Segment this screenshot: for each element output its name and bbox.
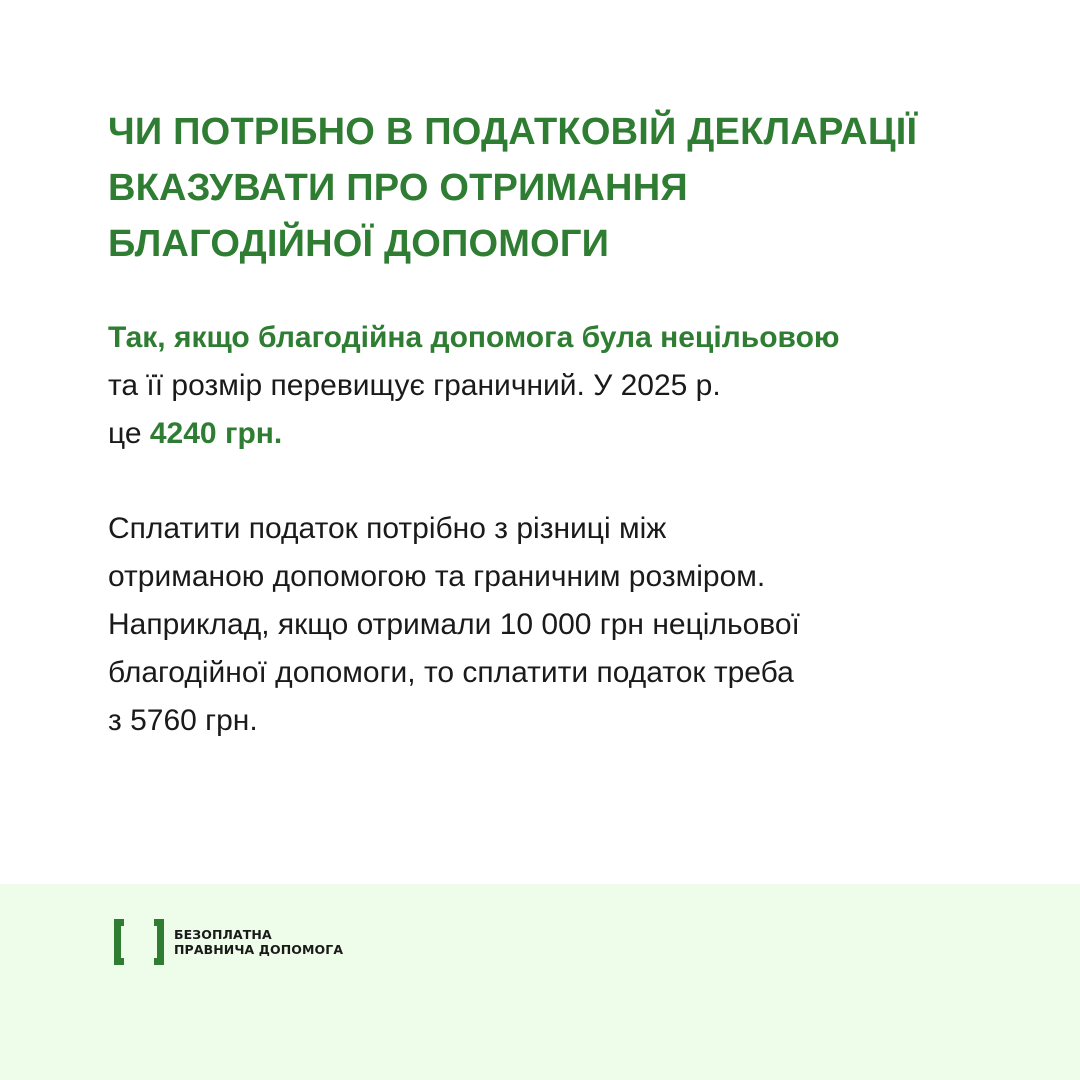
- title-line-1: ЧИ ПОТРІБНО В ПОДАТКОВІЙ ДЕКЛАРАЦІЇ: [108, 111, 918, 153]
- explanation-line: благодійної допомоги, то сплатити податок треба: [108, 656, 794, 689]
- explanation-line: з 5760 грн.: [108, 704, 258, 737]
- answer-prefix: це: [108, 417, 150, 450]
- footer: [0, 884, 1080, 1080]
- threshold-amount: 4240 грн.: [149, 417, 283, 450]
- brackets-logo-icon: [112, 917, 166, 967]
- answer-paragraph: [108, 314, 1008, 458]
- logo-text-line-2: ПРАВНИЧА ДОПОМОГА: [174, 942, 344, 957]
- answer-line-3: [108, 410, 1008, 458]
- page-title: [108, 104, 1008, 272]
- logo-text-line-1: БЕЗОПЛАТНА: [174, 927, 272, 942]
- explanation-line: Сплатити податок потрібно з різниці між: [108, 512, 667, 545]
- explanation-paragraph: [108, 505, 1008, 745]
- title-line-2: ВКАЗУВАТИ ПРО ОТРИМАННЯ: [108, 167, 688, 209]
- organization-logo: [112, 916, 343, 968]
- answer-highlight: Так, якщо благодійна допомога була нецільовою: [108, 321, 840, 354]
- explanation-line: отриманою допомогою та граничним розміром.: [108, 560, 766, 593]
- logo-text: [174, 927, 343, 957]
- explanation-line: Наприклад, якщо отримали 10 000 грн нецільової: [108, 608, 800, 641]
- answer-line-2: та її розмір перевищує граничний. У 2025 р.: [108, 369, 721, 402]
- title-line-3: БЛАГОДІЙНОЇ ДОПОМОГИ: [108, 223, 610, 265]
